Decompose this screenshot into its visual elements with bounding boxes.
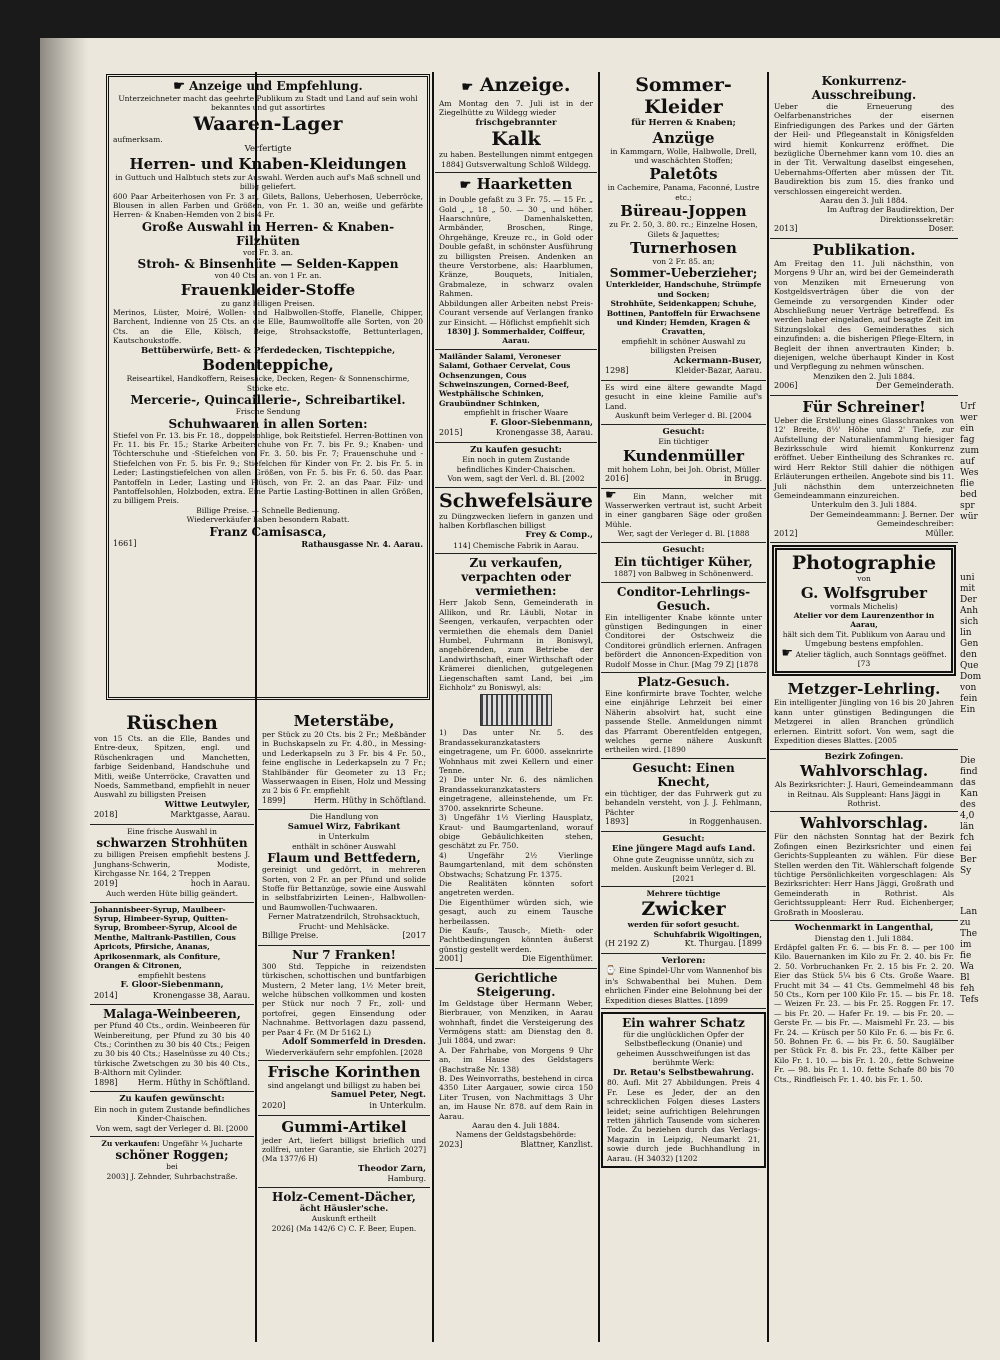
text: 114] Chemische Fabrik in Aarau. <box>453 540 579 550</box>
text: B. Des Weinvorraths, bestehend in circa 4350 Liter Aargauer, sowie circa 150 Liter Trusen, von Nachmittags 3 Uhr an, im Hause Nr. 878. auf dem Rain in Aarau. <box>439 1074 593 1121</box>
text: Strohhüte, Seidenkappen; Schuhe, Bottinen, Pantoffeln für Erwachsene und Kinder; Hemden, Kragen & Cravatten, <box>606 299 761 337</box>
text: enthält in schöner Auswahl <box>292 841 396 851</box>
text: Unterkulm den 3. Juli 1884. <box>811 500 917 510</box>
ad-number: 2006] <box>774 381 798 391</box>
text: Rathausgasse Nr. 4. Aarau. <box>301 538 423 549</box>
anzeige-heading: Anzeige. <box>479 74 571 96</box>
ad-number: 2015] <box>439 428 463 438</box>
text: in Unterkulm. <box>369 1100 426 1110</box>
text: Am Freitag den 11. Juli nächsthin, von Morgens 9 Uhr an, wird bei der Gemeinderath von Menziken mit Erneuerung von Kostgeldsverträgen über die von der Gemeinde zu versorgenden Kinder oder Abschließung neuer Verträge betreffend. Es werden haber eingeladen, auf besagte Zeit im Sitzungslokal des Gemeinderathes sich einzufinden: a. die bisherigen Pflege-Eltern, in Begleit der ihnen anvertrauten Kinder; b. diejenigen, welche überhaupt Kinder in Kost und Verpflegung zu nehmen wünschen. <box>774 258 954 372</box>
text: Ein tüchtiger <box>658 437 709 447</box>
nur7-heading: Nur 7 Franken! <box>292 947 396 962</box>
text: Marktgasse, Aarau. <box>170 810 250 820</box>
ad-anzeige-empfehlung <box>104 72 432 700</box>
ad-title-text: Anzeige und Empfehlung. <box>189 79 363 93</box>
text: Verfertigte <box>244 144 292 155</box>
text: Kt. Thurgau. [1899 <box>684 939 762 949</box>
flaum-heading: Flaum und Bettfedern, <box>267 851 421 866</box>
column-1 <box>90 710 254 1344</box>
text: jeder Art, liefert billigst brieflich und zollfrei, unter Garantie, sie Ehrlich 2027] (Ma 1377/6 H) <box>262 1135 426 1164</box>
text: in Guttuch und Halbtuch stets zur Auswahl. Werden auch auf's Maß schnell und billig geliefert. <box>115 172 421 192</box>
text: Atelier vor dem Laurenzenthor in Aarau, <box>793 611 935 630</box>
text: Dr. Retau's Selbstbewahrung. <box>613 1067 754 1078</box>
text: zu ganz billigen Preisen. <box>221 298 315 308</box>
column-4 <box>601 72 766 1342</box>
kueher-heading: Ein tüchtiger Küher, <box>614 555 753 570</box>
kaufen-heading: Zu kaufen gewünscht: <box>119 1094 225 1105</box>
text: in Unterkulm <box>318 832 370 842</box>
binding-shadow <box>40 38 88 1360</box>
text: ein tüchtiger, der das Fuhrwerk gut zu behandeln versteht, von J. J. Fehlmann, Pächter <box>605 788 762 817</box>
text: Wittwe Leutwyler, <box>164 799 250 810</box>
text: Hamburg. <box>387 1174 426 1184</box>
text: Ein noch in gutem Zustande befindliches Kinder-Chaischen. <box>456 455 576 474</box>
pointing-hand-icon: ☛ <box>459 178 472 194</box>
text: 2003] J. Zehnder, Suhrbachstraße. <box>106 1171 238 1181</box>
text: für Herren & Knaben; <box>631 118 736 128</box>
text: 1830] J. Sommerhalder, Coiffeur, Aarau. <box>446 326 586 346</box>
column-3 <box>435 72 597 1342</box>
ad-number: 1893] <box>605 817 629 827</box>
text: Ein noch in gutem Zustande befindliches Kinder-Chaischen. <box>94 1104 250 1124</box>
text: Frische Sendung <box>235 407 301 417</box>
text: Müller. <box>925 528 954 538</box>
text: Ueber die Erstellung eines Glasschrankes von 12' Breite, 8½' Höhe und 2' Tiefe, zur Aufstellung der Naturalienfammlung hiesiger Bezirksschule wird hiemit Konkurrenz eröffnet. Ueber Eintheilung des Schrankes rc. wird Herr Rektor Still dahier die nöthigen Erläuterungen ertheilen. Angebote sind bis 11. Juli nächsthin dem unterzeichneten Gemeindeammann einzureichen. <box>774 415 954 500</box>
wochenmarkt-heading: Wochenmarkt in Langenthal, <box>794 922 934 933</box>
column-rule <box>598 72 600 1342</box>
conditor-heading: Conditor-Lehrlings-Gesuch. <box>616 584 751 613</box>
ad-number: 1899] <box>262 795 286 805</box>
text: Johannisbeer-Syrup, Maulbeer-Syrup, Himbeer-Syrup, Quitten-Syrup, Brombeer-Syrup, Alcool de Menthe, Maltrank-Pastillen, Cous Apricots, Pfirsiche, Ananas, Aprikosenmark, als Confiture, Orangen & Citronen, <box>94 904 238 971</box>
text: 2026] (Ma 142/6 C) C. F. Beer, Eupen. <box>271 1223 417 1233</box>
pointing-hand-icon: ☛ <box>173 79 185 94</box>
bodenteppiche-heading: Bodenteppiche, <box>202 356 334 375</box>
text: Die Kaufs-, Tausch-, Mieth- oder Pachtbedingungen könnten äußerst günstig gestellt werden. <box>439 925 593 954</box>
haarketten-heading: Haarketten <box>476 175 573 194</box>
text: Ferner Matratzendrilch, Strohsacktuch, Frucht- und Mehlsäcke. <box>268 912 420 931</box>
text: Herr Jakob Senn, Gemeinderath in Allikon, und Rr. Läubli, Notar in Seengen, verkaufen, verpachten oder vermiethen die ehemals dem Daniel Humbel, Fuhrmann in Boniswyl, angehörenden, zum Betriebe der Landwirthschaft, einer Wirthschaft oder Krämerei dienlichen, gutgelegenen Liegenschaften samt Land, bei „im Eichholz“ zu Boniswyl, als: <box>439 598 593 693</box>
text: Die Eigenthümer würden sich, wie gesagt, auch zu einem Tausche herbeilassen. <box>439 897 593 926</box>
text: von <box>857 574 871 584</box>
text: vormals Michelis) <box>830 601 898 611</box>
text: von 15 Cts. an die Elle, Bandes und Entre-deux, Spitzen, engl. und Rüschenkragen und Manchetten, farbige Seidenband, Handschuhe und Mitli, weiße Unterröcke, Cravatten und Noeds, Sammetband, empfiehlt in neuer Auswahl zu billigsten Preisen <box>94 734 250 800</box>
text: Ein intelligenter Jüngling von 16 bis 20 Jahren kann unter günstigen Bedingungen die Metzgerei in allen Branchen gründlich erlernen. Eintritt sofort. Von wem, sagt die Expedition dieses Blattes. [2005 <box>774 698 954 746</box>
text: Samuel Peter, Negt. <box>330 1090 426 1101</box>
text: 1) Das unter Nr. 5. des Brandassekuranzkatasters eingetragene, um Fr. 6000. asseknrirte Wohnhaus mit zwei Kellern und einer Tenne. <box>439 728 593 776</box>
ad-number: 1661] <box>113 538 137 548</box>
wahlvorschlag-heading: Wahlvorschlag. <box>799 762 929 781</box>
text: Die Realitäten könnten sofort angetreten werden. <box>439 878 593 898</box>
ad-number: (H 2192 Z) <box>605 939 650 949</box>
text: Ungefähr ¼ Jucharte <box>162 1138 243 1148</box>
text: Im Geldstage über Hermann Weber, Bierbrauer, von Menziken, in Aarau wohnhaft, findet die Versteigerung des Vermögens statt: am Dienstag den 8. Juli 1884, und zwar: <box>439 998 593 1046</box>
kalk-heading: Kalk <box>491 128 541 151</box>
text: in Brugg. <box>724 473 762 483</box>
stroh-heading: Stroh- & Binsenhüte — Selden-Kappen <box>137 257 399 272</box>
text: Billige Preise. — Schnelle Bedienung. <box>196 505 340 515</box>
pocket-watch-icon: ⌚ <box>605 966 617 977</box>
verkaufen-heading: Zu verkaufen: <box>101 1138 160 1148</box>
text: Samuel Wirz, Fabrikant <box>287 821 401 832</box>
text: Ackermann-Buser, <box>673 355 762 366</box>
text: Ein intelligenter Knabe könnte unter günstigen Bedingungen in einer Conditorei der Ostschweiz die Conditorei gründlich erlernen. Anfragen befördert die Annoncen-Expedition von Rudolf Mosse in Chur. [Mag 79 Z] [1878 <box>605 612 762 669</box>
text: Billige Preise. <box>262 931 319 941</box>
turnerhosen-heading: Turnerhosen <box>630 239 737 258</box>
text: aufmerksam. <box>113 134 163 144</box>
text: Eine konfirmirte brave Tochter, welche eine einjährige Lehrzeit bei einer Näherin absolvirt hat, sucht eine passende Stelle. Anmeldungen nimmt das Pfarramt Oberentfelden entgegen, welches gerne nähere Auskunft ertheilen wird. [1890 <box>605 688 762 755</box>
herren-heading: Herren- und Knaben-Kleidungen <box>129 154 407 173</box>
text: 1887] von Balbweg in Schönenwerd. <box>613 569 754 579</box>
text: Von wem, sagt der Verleger d. Bl. [2000 <box>96 1123 248 1133</box>
strohhuete-heading: schwarzen Strohhüten <box>96 836 248 851</box>
steigerung-heading: Gerichtliche Steigerung. <box>474 970 558 999</box>
mercerie-heading: Mercerie-, Quincaillerie-, Schreibartikel. <box>130 393 406 408</box>
text: von 40 Cts. an. von 1 Fr. an. <box>214 271 322 281</box>
waaren-lager-heading: Waaren-Lager <box>193 112 343 135</box>
text: empfiehlt in schöner Auswahl zu billigsten Preisen <box>621 336 746 356</box>
text: für die unglücklichen Opfer der Selbstbefleckung (Onanie) und geheimen Ausschweifungen ist das berühmte Werk: <box>616 1030 751 1068</box>
text: empfiehlt bestens <box>138 970 206 980</box>
text: frischgebrannter <box>475 117 557 128</box>
schreiner-heading: Für Schreiner! <box>802 397 926 416</box>
text: Herm. Hüthy in Schöftland. <box>137 1077 250 1087</box>
text: Für den nächsten Sonntag hat der Bezirk Zofingen einen Bezirksrichter und einen Gerichts-Suppleanten zu wählen. Für diese Stellen werden den Tit. Wählerschaft folgende tüchtige Persönlichkeiten vorgeschlagen: Als Bezirksrichter: Herr Hans Jäggi, Großrath und Gemeinderath in Rothrist. Als Gerichtssuppleant: Herr Rud. Eichenberger, Großrath in Mooslerau. <box>774 832 954 917</box>
pointing-hand-icon: ☛ <box>605 487 617 503</box>
ad-number: 2020] <box>262 1100 286 1110</box>
text: Aarau den 4. Juli 1884. <box>472 1121 560 1131</box>
text: Aarau den 3. Juli 1884. <box>820 196 908 206</box>
text: F. Gloor-Siebenmann, <box>489 417 593 428</box>
text: Stiefel von Fr. 13. bis Fr. 18., doppelsohlige, bok Reitstiefel. Herren-Bottinen von Fr. 11. bis Fr. 15.; Starke Arbeiterschuhe von Fr. 7. bis Fr. 9.; Knaben- und Töchterschuhe und -Stiefelchen von Fr. 3. 50. bis Fr. 7; Frauenschuhe und -Stiefelchen von Fr. 5. bis Fr. 9.; Stiefelchen für Kinder von Fr. 2. bis Fr. 5. in Leder; Lastingstiefelchen von allen Größen, von Fr. 5. bis Fr. 6. 50. das Paar. Pantoffeln in Leder, Lasting und Plüsch, von Fr. 2. an das Paar. Filz- und Pantoffelsohlen, Holzboden, extra. Eine Partie Lasting-Bottinen in allen Größen, zu billigem Preis. <box>113 430 423 506</box>
text: Mehrere tüchtige <box>646 889 721 899</box>
schwefelsaeure-heading: Schwefelsäure <box>439 489 593 512</box>
cut-off-column <box>960 72 1000 1342</box>
ad-number: 2019] <box>94 878 118 888</box>
pointing-hand-icon: ☛ <box>781 645 794 661</box>
text: 4) Ungefähr 2½ Vierlinge Baumgartenland, mit dem schönsten Obstwachs; Schatzung Fr. 1375. <box>439 850 593 879</box>
text: Im Auftrag der Baudirektion, Der Direktionssekretär: <box>826 205 954 224</box>
ad-number: [73 <box>857 659 871 669</box>
text: Bezirk Zofingen. <box>824 751 904 762</box>
text: Abbildungen aller Arbeiten nebst Preis-Courant versende auf Verlangen franko zur Einsicht. — Höflichst empfiehlt sich <box>439 298 593 327</box>
ad-number: [2017 <box>402 931 426 941</box>
text: Am Montag den 7. Juli ist in der Ziegelhütte zu Wildegg wieder <box>439 99 593 118</box>
text: hoch in Aarau. <box>190 878 250 888</box>
text: Ein Mann, welcher mit Wasserwerken vertraut ist, sucht Arbeit in einer gangbaren Säge oder großen Mühle. <box>605 491 762 529</box>
anzuege-heading: Anzüge <box>652 128 715 147</box>
schuh-heading: Schuhwaaren in allen Sorten: <box>168 416 368 431</box>
publikation-heading: Publikation. <box>812 240 916 259</box>
text: zu Düngzwecken liefern in ganzen und halben Korbflaschen billigst <box>439 511 593 530</box>
verloren-heading: Verloren: <box>661 955 706 966</box>
text: per Stück zu 20 Cts. bis 2 Fr.; Meßbänder in Buchskapseln zu Fr. 4.80., in Messing- und Lederkapseln zu 3 Fr. bis 4 Fr. 50., feine englische in Lederkapseln zu 7 Fr.; Stahlbänder für Geometer zu 13 Fr.; Wasserwaagen in Eisen, Holz und Messing zu 2 bis 6 Fr. empfiehlt <box>262 730 426 796</box>
text: gereinigt und gedörrt, in mehreren Sorten, von 2 Fr. an per Pfund und solide Stoffe für Bettanzüge, sowie eine Auswahl in selbstfabrizirten Leinen-, Halbwollen- und Baumwollen-Tuchwaaren. <box>262 865 426 912</box>
text: 300 Std. Teppiche in reizendsten türkischen, schottischen und buntfarbigen Mustern, 2 Meter lang, 1½ Meter breit, welche hübschen vollkommen und kosten per Stück nur noch 7 Fr., zoll- und portofrei, gegen Einsendung oder Nachnahme. Bettvorlagen dazu passend, per Paar 4 Fr. (M Dr 5162 L) <box>262 961 426 1037</box>
ad-number: 2016] <box>605 473 629 483</box>
text: sind angelangt und billigst zu haben bei <box>267 1080 421 1090</box>
text: empfiehlt in frischer Waare <box>463 408 569 418</box>
gesucht-heading: Gesucht: <box>662 426 705 437</box>
ad-number: 2012] <box>774 528 798 538</box>
roggen-heading: schöner Roggen; <box>115 1148 229 1163</box>
holz-heading: Holz-Cement-Dächer, <box>272 1189 416 1204</box>
ad-number: 2018] <box>94 810 118 820</box>
text: Atelier täglich, auch Sonntags geöffnet. <box>795 649 947 659</box>
text: Ueber die Erneuerung des Oelfarbenanstriches der eisernen Einfriedigungen des Parkes und der Gärten der Heil- und Pflegeanstalt in Königsfelden wird hiemit Konkurrenz eröffnet. Die bezügliche Übernehmer kann vom 10. dies an in der Tit. Verwaltung daselbst eingesehen, Uebernahms-Offerten aber müssen der Tit. Baudirektion bis zum 15. dies franko und verschlossen eingereicht werden. <box>774 102 954 196</box>
gesucht-heading: Gesucht: <box>662 833 705 844</box>
text: von Fr. 3. an. <box>243 247 293 257</box>
text: Die Handlung von <box>309 812 379 822</box>
text: mit hohem Lohn, bei Joh. Obrist, Müller <box>607 464 760 474</box>
text: Mailänder Salami, Veroneser Salami, Gothaer Cervelat, Cous Ochsenzungen, Cous Schweinszungen, Corned-Beef, Westphälische Schinken, Graubündner Schinken, <box>439 351 571 408</box>
korinthen-heading: Frische Korinthen <box>267 1062 421 1081</box>
bureau-joppen-heading: Büreau-Joppen <box>620 202 747 221</box>
metzger-heading: Metzger-Lehrling. <box>787 680 941 699</box>
text: Unterkleider, Handschuhe, Strümpfe und Socken; <box>605 280 762 299</box>
text: Auskunft ertheilt <box>311 1214 377 1224</box>
paletots-heading: Paletôts <box>649 165 718 184</box>
ad-intro: Unterzeichneter macht das geehrte Publikum zu Stadt und Land auf sein wohl bekanntes und gut assortirtes <box>118 94 418 113</box>
text: Eine frische Auswahl in <box>127 827 217 837</box>
malaga-heading: Malaga-Weinbeeren, <box>103 1007 241 1022</box>
text: in Cachemire, Panama, Faconné, Lustre etc.; <box>607 183 760 202</box>
text: 2) Die unter Nr. 6. des nämlichen Brandassekuranzkatasters eingetragene, alleinstehende, um Fr. 3700. asseknrirte Scheune. <box>439 775 593 813</box>
ad-number: 2014] <box>94 990 118 1000</box>
text: Von wem, sagt der Verl. d. Bl. [2002 <box>447 474 585 484</box>
ad-number: 2023] <box>439 1139 463 1149</box>
text: 600 Paar Arbeiterhosen von Fr. 3 an, Gilets, Ballons, Ueberhosen, Ueberröcke, Blousen in allen Farben und Größen, von Fr. 1. 30 an, weiße und gefärbte Herren- & Knaben-Hemden von 2 bis 4 Fr. <box>113 191 423 220</box>
ad-number: 1898] <box>94 1077 118 1087</box>
verkaufen-heading: Zu verkaufen, verpachten oder vermiethen: <box>461 556 571 599</box>
zwicker-heading: Zwicker <box>641 898 726 921</box>
konkurrenz-heading: Konkurrenz-Ausschreibung. <box>811 74 917 102</box>
filzhuete-heading: Große Auswahl in Herren- & Knaben-Filzhüten <box>141 219 395 248</box>
franz-camisasca: Franz Camisasca, <box>209 524 327 539</box>
text: G. Wolfsgruber <box>800 583 928 602</box>
kaufen-heading: Zu kaufen gesucht: <box>470 444 562 455</box>
text: Wer, sagt der Verleger d. Bl. [1888 <box>617 529 750 539</box>
ad-number: 1298] <box>605 366 629 376</box>
text: werden für sofort gesucht. <box>627 920 740 930</box>
text: Reiseartikel, Handkoffern, Reisesäcke, Decken, Regen- & Sonnenschirme, Stöcke etc. <box>126 374 410 393</box>
column-2 <box>258 710 430 1344</box>
house-illustration <box>480 694 552 726</box>
text: Merinos, Lüster, Moiré, Wollen- und Halbwollen-Stoffe, Flanelle, Chipper, Barchent, Indienne von 25 Cts. an die Elle, Baumwolltoffe alle Sorten, von 20 Cts. an die Elle, Kölsch, Beige, Strohsackstoffe, Bettunterlagen, Kautschoukstoffe. <box>113 308 423 346</box>
ad-number: 2013] <box>774 224 798 234</box>
text: Frey & Comp., <box>525 530 593 541</box>
text: A. Der Fahrhabe, von Morgens 9 Uhr an, im Hause des Geldstagers (Bachstraße Nr. 138) <box>439 1045 593 1074</box>
text: ächt Häusler'sche. <box>299 1203 389 1214</box>
text: per Pfund 40 Cts., ordin. Weinbeeren für Weinbereitung, per Pfund zu 30 bis 40 Cts.; Corinthen zu 30 bis 40 Cts.; Feigen zu 30 bis 40 Cts.; Haselnüsse zu 40 Cts.; türkische Zwetschgen zu 30 bis 40 Cts., B-Althorn mit Cylinder. <box>94 1021 250 1078</box>
schatz-heading: Ein wahrer Schatz <box>622 1016 745 1031</box>
text: 1884] Gutsverwaltung Schloß Wildegg. <box>441 159 591 169</box>
text: Menziken den 2. Juli 1884. <box>813 371 915 381</box>
gesucht-heading: Gesucht: <box>662 544 705 555</box>
text: Als Bezirksrichter: J. Hauri, Gemeindeammann in Reitnau. Als Suppleant: Hans Jäggi in Rothrist. <box>774 780 954 808</box>
kundenmueller-heading: Kundenmüller <box>622 446 745 465</box>
text: in Double gefaßt zu 3 Fr. 75. — 15 Fr. „ Gold „ „ 18 „ 50. — 30 „ und höher. Haarschnüre, Damenhalsketten, Armbänder, Broschen, Ringe, Ohrgehänge, Kreuze rc., in Gold oder Double gefaßt, in schönster Ausführung zu billigsten Preisen. Andenken an theure Verstorbene, als: Haarblumen, Kränze, Bouquets, Initialen, Grabmaleze, in schwarz ovalen Rahmen. <box>439 195 593 299</box>
text: F. Gloor-Siebenmann, <box>120 979 224 990</box>
text: von 2 Fr. 85. an; <box>652 257 715 267</box>
column-rule <box>432 72 434 1342</box>
text: Es wird eine ältere gewandte Magd gesucht in eine kleine Familie auf's Land. <box>605 382 762 411</box>
text: Schuhfabrik Wigoltingen, <box>653 929 762 939</box>
magd-heading: Eine jüngere Magd aufs Land. <box>611 844 756 855</box>
rueschen-heading: Rüschen <box>126 712 218 734</box>
text: Adolf Sommerfeld in Dresden. <box>282 1036 426 1047</box>
text: Wiederverkäufer haben besondern Rabatt. <box>186 515 350 525</box>
knecht-heading: Gesucht: Einen Knecht, <box>632 760 735 789</box>
photographie-heading: Photographie <box>791 552 937 575</box>
platz-heading: Platz-Gesuch. <box>637 674 730 689</box>
text: 80. Aufl. Mit 27 Abbildungen. Preis 4 Fr. Lese es Jeder, der an den schrecklichen Folgen dieses Lasters leidet; seine aufrichtigen Belehrungen retten jährlich Tausende vom sicheren Tode. Zu beziehen durch das Verlags-Magazin in Leipzig, Neumarkt 21, sowie durch jede Buchhandlung in Aarau. (H 34032) [1202 <box>607 1078 760 1163</box>
text: Lan zu The im fie Wa Bl feh Tefs <box>960 907 979 1005</box>
text: zu haben. Bestellungen nimmt entgegen <box>439 150 593 160</box>
text: Namens der Geldstagsbehörde: <box>455 1130 577 1140</box>
text: in Kammgarn, Wolle, Halbwolle, Drell, und waschächten Stoffen; <box>610 146 757 165</box>
text: Der Gemeindeammann: J. Berner. Der Gemeindeschreiber: <box>809 509 954 529</box>
column-5 <box>770 72 958 1342</box>
ueberzieher-heading: Sommer-Ueberzieher; <box>609 266 758 281</box>
text: Wiederverkäufern sehr empfohlen. [2028 <box>265 1047 423 1057</box>
text: Doser. <box>928 224 954 234</box>
text: Die find das Kan des 4,0 län fch fei Ber Sy <box>960 756 978 876</box>
wahlvorschlag-heading: Wahlvorschlag. <box>799 814 929 833</box>
sommerkleider-heading: Sommer-Kleider <box>635 74 732 118</box>
text: Kronengasse 38, Aarau. <box>495 428 593 438</box>
text: Auch werden Hüte billig geändert. <box>105 889 239 899</box>
text: Kronengasse 38, Aarau. <box>152 990 250 1000</box>
text: zu Fr. 2. 50, 3. 80. rc.; Einzelne Hosen, Gilets & Jaquettes; <box>609 220 758 239</box>
ad-number: 2001] <box>439 954 463 964</box>
pointing-hand-icon: ☛ <box>461 80 474 95</box>
text: Eine Spindel-Uhr vom Wannenhof bis in's Schwabenthal bei Muhen. Dem ehrlichen Finder eine Belohnung bei der Expedition dieses Blattes. [1899 <box>605 966 762 1005</box>
text: Urf wer ein fag zum auf Wes flie bed spr wür <box>960 402 980 522</box>
text: Bettüberwürfe, Bett- & Pferdedecken, Tischteppiche, <box>140 345 396 356</box>
text: Blattner, Kanzlist. <box>520 1139 593 1149</box>
column-rule <box>767 72 769 1342</box>
text: in Roggenhausen. <box>689 817 762 827</box>
text: Herm. Hüthy in Schöftland. <box>313 795 426 805</box>
text: Ohne gute Zeugnisse unnütz, sich zu melden. Auskunft beim Verleger d. Bl. [2021 <box>610 854 757 883</box>
text: Auskunft beim Verleger d. Bl. [2004 <box>615 411 752 421</box>
text: zu billigen Preisen empfiehlt bestens J. Junghans-Schwerin, Modiste, Kirchgasse Nr. 164, 2 Treppen <box>94 850 250 879</box>
frauenkleider-heading: Frauenkleider-Stoffe <box>180 280 356 299</box>
gummi-heading: Gummi-Artikel <box>281 1117 407 1136</box>
text: 3) Ungefähr 1½ Vierling Hausplatz, Kraut- und Baumgartenland, worauf obige Gebäulichkeiten stehen, geschätzt zu Fr. 750. <box>439 813 593 851</box>
ad-title <box>113 79 423 94</box>
text: uni mit Der Anh sich lin Gen den Que Dom von fein Ein <box>960 573 982 715</box>
text: hält sich dem Tit. Publikum von Aarau und Umgebung bestens empfohlen. <box>782 629 946 649</box>
text: Dienstag den 1. Juli 1884. <box>814 933 914 943</box>
text: Die Eigenthümer. <box>522 954 593 964</box>
newspaper-page <box>40 38 1000 1360</box>
text: Kleider-Bazar, Aarau. <box>675 366 762 376</box>
meterstaebe-heading: Meterstäbe, <box>293 712 395 730</box>
text: Theodor Zarn, <box>358 1163 426 1174</box>
text: Der Gemeinderath. <box>875 381 954 391</box>
text: bei <box>166 1162 178 1172</box>
text: Erdäpfel galten Fr. 6. — bis Fr. 8. — per 100 Kilo. Bauernanken im Kilo zu Fr. 2. 40. bis Fr. 2. 50. Vorbruchanken Fr. 2. 15 bis Fr. 2. 20. Eier das Stück 5¼ bis 6 Cts. Große Waare. Frucht mit 34 — 41 Cts. Gemmelmehl 48 bis 50 Cts., Korn per 100 Kilo Fr. 15. — bis Fr. 18. — Weizen Fr. 23. — bis Fr. 25. Roggen Fr. 17. — bis Fr. 20. — Hafer Fr. 19. — bis Fr. 20. — Gerste Fr. — bis Fr. —. Maismehl Fr. 23. — bis Fr. 24. — Krüsch per 50 Kilo Fr. 6. — bis Fr. 6. 50. Bohnen Fr. 6. — bis Fr. 6. 50. Sauglälber per Stück Fr. 8. bis Fr. 23., fette Kälber per Kilo Fr. 1. 10. — bis Fr. 1. 20., fette Schweine Fr. — 98. bis Fr. 1. 10. fette Schafe 80 bis 70 Cts., Rindfleisch Fr. 1. 40. bis Fr. 1. 50. <box>774 942 954 1084</box>
